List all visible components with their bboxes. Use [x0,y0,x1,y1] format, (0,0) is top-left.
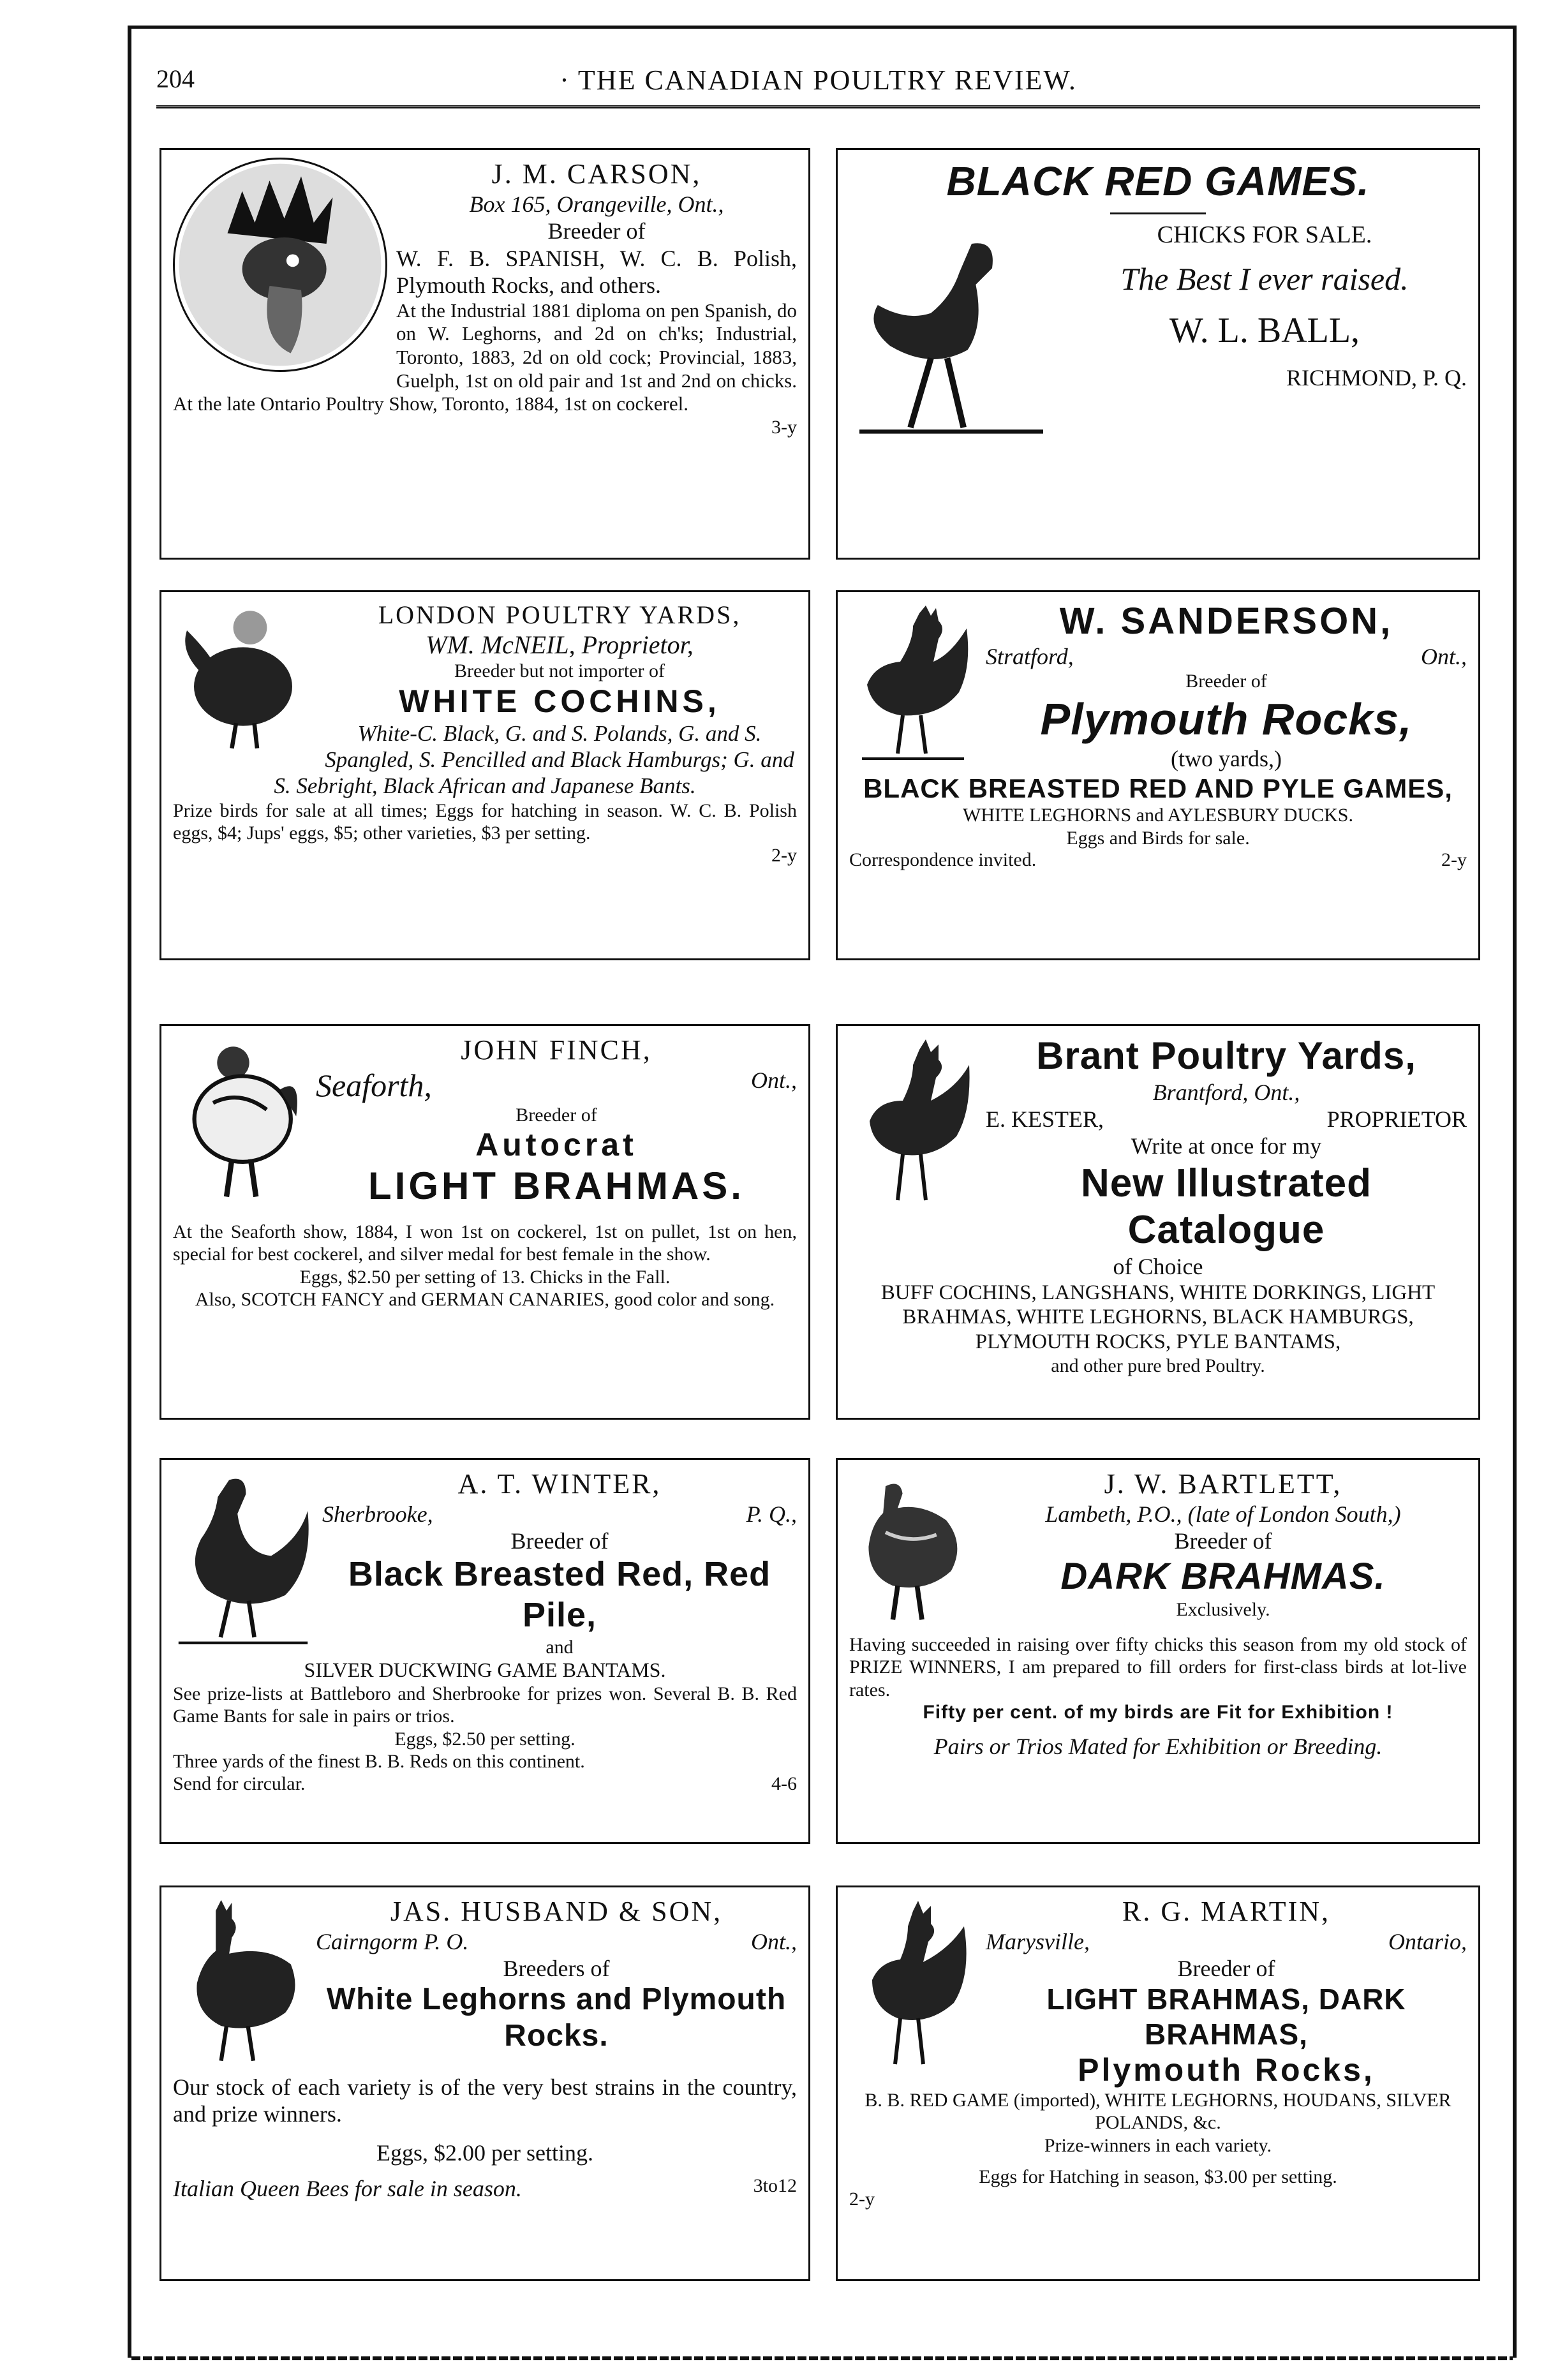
winter-breeder: Breeder of [510,1528,609,1554]
winter-breed: Black Breasted Red, Red Pile, [348,1555,771,1635]
husband-breed: White Leghorns and Plymouth Rocks. [326,1982,787,2053]
kester-role: PROPRIETOR [1326,1106,1467,1133]
dark-brahma-illustration [849,1468,970,1633]
ball-rule [1110,212,1206,214]
carson-name: J. M. CARSON, [491,158,702,190]
sanderson-eggs: Eggs and Birds for sale. [1066,827,1250,849]
carson-breeder: Breeder of [547,218,646,244]
husband-hen-illustration [173,1895,307,2074]
husband-breeders: Breeders of [503,1955,610,1981]
rooster-illustration [849,600,977,772]
sanderson-footer [849,849,1467,871]
kester-title: Brant Poultry Yards, [1036,1034,1416,1077]
kester-of: of Choice [1113,1254,1203,1280]
finch-also: Also, SCOTCH FANCY and GERMAN CANARIES, good color and song. [195,1289,775,1311]
kester-owner: E. KESTER, [986,1106,1104,1133]
bartlett-breeder: Breeder of [1174,1528,1272,1554]
sanderson-yards: (two yards,) [1171,746,1282,772]
mcneil-varieties: White-C. Black, G. and S. Polands, G. and S. Spangled, S. Pencilled and Black Hamburgs; G. and S. Sebright, Black African and Japanese Bants. [274,720,794,799]
mcneil-importer: Breeder but not importer of [454,660,665,682]
martin-code: 2-y [849,2189,875,2210]
finch-breed: LIGHT BRAHMAS. [368,1164,745,1208]
martin-name: R. G. MARTIN, [1122,1896,1331,1927]
ad-kester [836,1024,1480,1420]
martin-location [986,1928,1467,1955]
mcneil-prize: Prize birds for sale at all times; Eggs for hatching in season. W. C. B. Polish eggs, $4; Jups' eggs, $5; other varieties, $3 per setting. [173,800,797,844]
bartlett-breed: DARK BRAHMAS. [1060,1555,1386,1597]
kester-rooster-illustration [849,1034,977,1219]
sanderson-name: W. SANDERSON, [1059,600,1393,642]
rooster-head-illustration [173,158,387,372]
ad-carson [160,148,810,560]
bartlett-text: Having succeeded in raising over fifty chicks this season from my old stock of PRIZE WINNERS, I am prepared to fill orders for first-class birds at lot-live rates. [849,1634,1467,1700]
ball-title: BLACK RED GAMES. [946,158,1370,204]
finch-breeder: Breeder of [516,1104,597,1126]
winter-footer [173,1773,797,1795]
sanderson-breed: Plymouth Rocks, [1040,694,1413,744]
ball-tagline: The Best I ever raised. [1120,261,1409,297]
bartlett-town: Lambeth, P.O., (late of London South,) [1045,1501,1401,1527]
carson-lines: W. F. B. SPANISH, W. C. B. Polish, Plymouth Rocks, and others. [396,245,797,299]
martin-breeder: Breeder of [1177,1955,1275,1981]
finch-location [316,1067,797,1104]
finch-strain: Autocrat [475,1127,637,1163]
husband-location [316,1928,797,1955]
sanderson-location [986,643,1467,670]
page-number: 204 [156,64,195,93]
ad-sanderson [836,590,1480,960]
martin-plymouth: Plymouth Rocks, [1078,2051,1375,2088]
kester-town: Brantford, Ont., [1152,1079,1300,1105]
ad-mcneil [160,590,810,960]
ball-sub: CHICKS FOR SALE. [1157,221,1372,248]
bartlett-fifty: Fifty per cent. of my birds are Fit for Exhibition ! [923,1702,1393,1723]
martin-breed: LIGHT BRAHMAS, DARK BRAHMAS, [1046,1982,1406,2051]
game-cock-illustration [849,221,1053,450]
husband-province: Ont., [751,1928,797,1954]
sanderson-corr: Correspondence invited. [849,849,1037,871]
martin-rooster-illustration [849,1895,977,2080]
winter-and: and [546,1636,574,1658]
husband-bees: Italian Queen Bees for sale in season. [173,2176,522,2202]
mcneil-title: LONDON POULTRY YARDS, [378,600,741,629]
mcneil-code: 2-y [771,845,797,866]
winter-town: Sherbrooke, [322,1501,433,1527]
finch-province: Ont., [751,1067,797,1093]
bartlett-name: J. W. BARTLETT, [1104,1468,1342,1499]
husband-name: JAS. HUSBAND & SON, [390,1896,723,1927]
running-title: · THE CANADIAN POULTRY REVIEW. [560,64,1077,96]
ball-name: W. L. BALL, [1169,311,1360,351]
finch-town: Seaforth, [316,1067,432,1103]
sanderson-code: 2-y [1441,849,1467,871]
husband-eggs: Eggs, $2.00 per setting. [376,2139,593,2166]
winter-prizes: See prize-lists at Battleboro and Sherbrooke for prizes won. Several B. B. Red Game Bants for sale in pairs or trios. [173,1683,797,1727]
martin-prize: Prize-winners in each variety. [1044,2134,1272,2156]
winter-province: P. Q., [746,1501,797,1527]
ad-bartlett [836,1458,1480,1844]
kester-list: BUFF COCHINS, LANGSHANS, WHITE DORKINGS, LIGHT BRAHMAS, WHITE LEGHORNS, BLACK HAMBURGS, PLYMOUTH ROCKS, PYLE BANTAMS, [880,1281,1436,1354]
finch-name: JOHN FINCH, [461,1034,652,1066]
winter-cock-illustration [173,1468,313,1653]
ad-winter [160,1458,810,1844]
bartlett-pairs: Pairs or Trios Mated for Exhibition or Breeding. [933,1733,1383,1759]
winter-name: A. T. WINTER, [457,1468,662,1499]
martin-list: B. B. RED GAME (imported), WHITE LEGHORNS, HOUDANS, SILVER POLANDS, &c. [865,2089,1451,2134]
ad-ball [836,148,1480,560]
bantam-illustration [173,600,313,759]
kester-pure: and other pure bred Poultry. [1051,1355,1265,1377]
winter-location [322,1501,797,1528]
husband-footer [173,2175,797,2202]
sanderson-province: Ont., [1421,644,1467,670]
sanderson-other: WHITE LEGHORNS and AYLESBURY DUCKS. [963,805,1353,826]
husband-code: 3to12 [753,2175,797,2197]
winter-yards: Three yards of the finest B. B. Reds on this continent. [173,1751,585,1773]
carson-address: Box 165, Orangeville, Ont., [469,191,724,217]
martin-province: Ontario, [1388,1928,1467,1954]
carson-code: 3-y [771,416,797,438]
sanderson-town: Stratford, [986,644,1074,670]
kester-write: Write at once for my [1131,1133,1322,1159]
finch-show: At the Seaforth show, 1884, I won 1st on cockerel, 1st on pullet, 1st on hen, special for best cockerel, and silver medal for best female in the show. [173,1221,797,1265]
ball-place: RICHMOND, P. Q. [1286,365,1467,391]
finch-eggs: Eggs, $2.50 per setting of 13. Chicks in the Fall. [299,1266,671,1288]
martin-eggs: Eggs for Hatching in season, $3.00 per setting. [979,2166,1337,2188]
martin-town: Marysville, [986,1928,1090,1954]
husband-stock: Our stock of each variety is of the very best strains in the country, and prize winners. [173,2074,797,2127]
kester-owner-row [986,1106,1467,1133]
mcneil-breed: WHITE COCHINS, [399,683,720,719]
kester-catalogue: New Illustrated Catalogue [1081,1161,1372,1252]
brahma-illustration [173,1034,307,1212]
winter-eggs: Eggs, $2.50 per setting. [394,1728,575,1750]
winter-code: 4-6 [771,1773,797,1794]
sanderson-breeder: Breeder of [1185,671,1267,692]
ad-husband [160,1885,810,2281]
ad-finch [160,1024,810,1420]
winter-bantams: SILVER DUCKWING GAME BANTAMS. [304,1658,666,1682]
husband-town: Cairngorm P. O. [316,1928,469,1954]
bartlett-excl: Exclusively. [1176,1599,1270,1621]
carson-awards: At the Industrial 1881 diploma on pen Spanish, do on W. Leghorns, and 2d on ch'ks; Industrial, Toronto, 1883, 2d on old cock; Provincial, 1883, Guelph, 1st on old pair and 1st and 2nd on chicks. At the late Ontario Poultry Show, Toronto, 1884, 1st on cockerel. [173,299,797,415]
winter-circular: Send for circular. [173,1773,306,1794]
mcneil-owner: WM. McNEIL, Proprietor, [426,630,694,660]
sanderson-games: BLACK BREASTED RED AND PYLE GAMES, [863,773,1453,803]
ad-martin [836,1885,1480,2281]
page-header [156,64,1480,108]
